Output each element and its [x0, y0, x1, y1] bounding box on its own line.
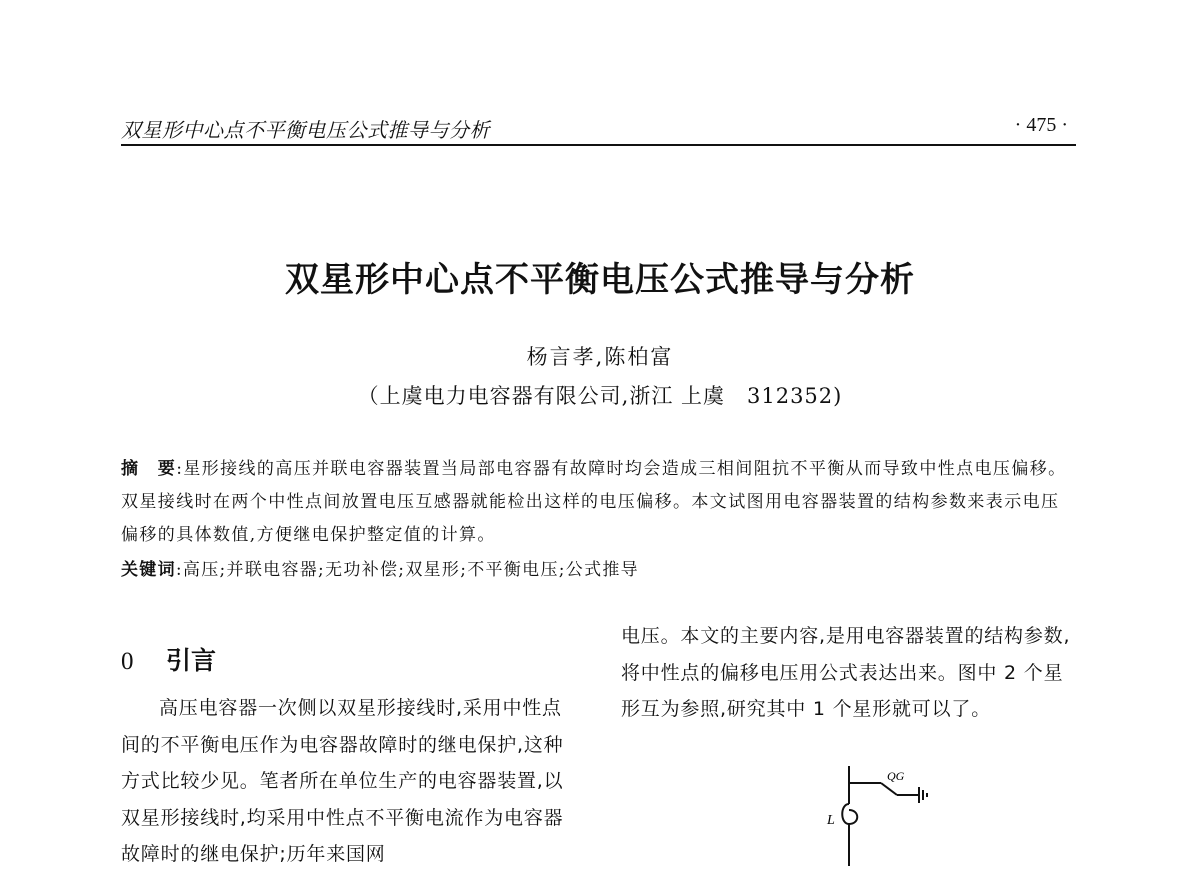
- paper-title: 双星形中心点不平衡电压公式推导与分析: [285, 260, 915, 300]
- circuit-diagram: [815, 766, 950, 866]
- switch-label: QG: [887, 769, 905, 783]
- keywords-text: :高压;并联电容器;无功补偿;双星形;不平衡电压;公式推导: [175, 560, 639, 580]
- running-title: 双星形中心点不平衡电压公式推导与分析: [121, 118, 490, 142]
- section-heading: [121, 641, 216, 677]
- abstract-label: 摘 要: [121, 459, 177, 479]
- page-number: · 475 ·: [1014, 114, 1068, 136]
- keywords-label: 关键词: [121, 560, 176, 580]
- section-title: 引言: [166, 646, 217, 675]
- left-column-paragraph: 高压电容器一次侧以双星形接线时,采用中性点间的不平衡电压作为电容器故障时的继电保护,这种方式比较少见。笔者所在单位生产的电容器装置,以双星形接线时,均采用中性点不平衡电流作为电容器故障时的继电保护;历年来国网: [121, 697, 564, 865]
- abstract: [121, 453, 1076, 552]
- inductor-coil: [842, 804, 857, 824]
- abstract-text: :星形接线的高压并联电容器装置当局部电容器有故障时均会造成三相间阻抗不平衡从而导致中性点电压偏移。双星接线时在两个中性点间放置电压互感器就能检出这样的电压偏移。本文试图用电容器装置的结构参数来表示电压偏移的具体数值,方便继电保护整定值的计算。: [121, 459, 1067, 545]
- inductor-label: L: [827, 813, 835, 828]
- running-header: [121, 110, 1076, 146]
- section-number: 0: [121, 648, 134, 675]
- keywords: [121, 556, 1076, 584]
- switch-blade: [881, 783, 897, 795]
- author-list: 杨言孝,陈柏富: [526, 345, 674, 369]
- right-column-paragraph: 电压。本文的主要内容,是用电容器装置的结构参数,将中性点的偏移电压用公式表达出来。图中 2 个星形互为参照,研究其中 1 个星形就可以了。: [621, 625, 1071, 720]
- author-affiliation: （上虞电力电容器有限公司,浙江 上虞 312352): [357, 384, 843, 408]
